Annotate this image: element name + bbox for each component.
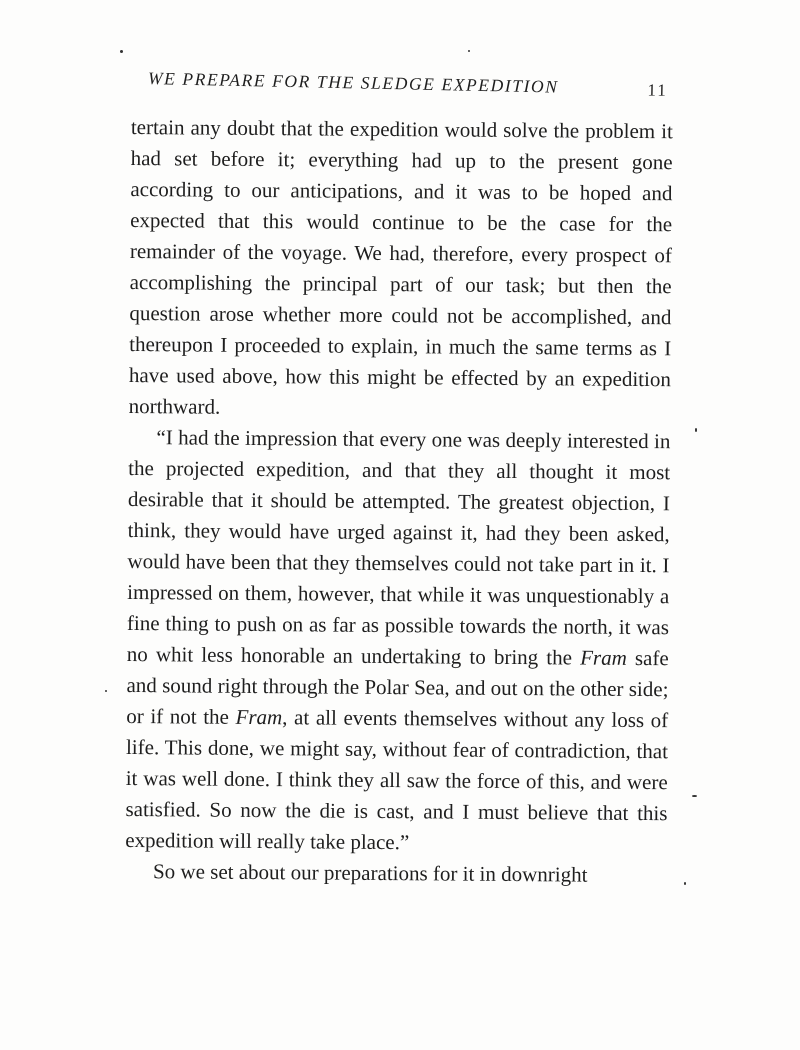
text-run: , at all events themselves without any loss of life. This done, we might say, without fear of contradiction, that it was well done. I think they all saw the force of this, and were satisfied. So now the die is cast, and I must believe that this expedition will really take place.”: [125, 705, 669, 855]
scan-speck: [120, 50, 123, 53]
text-run: “I had the impression that every one was deeply interested in the projected expedition, and that they all thought it most desirable that it should be attempted. The greatest objection, I think, they would have urged against it, had they been asked, would have been that they themselves could not take part in it. I impressed on them, however, that while it was unquestionably a fine thing to push on as far as possible towards the north, it was no whit less honorable an undertaking to bring the: [126, 425, 671, 670]
scan-speck: [105, 690, 107, 692]
text-run: So we set about our preparations for it in downright: [152, 859, 588, 887]
scan-speck: [695, 428, 697, 432]
scan-speck: [468, 50, 470, 52]
italic-text: Fram: [580, 645, 627, 670]
scan-speck: [692, 795, 697, 797]
paragraph: [125, 422, 670, 860]
italic-text: Fram: [235, 704, 283, 730]
scan-speck: [684, 882, 686, 885]
page-number: 11: [647, 80, 669, 100]
paragraph: [129, 112, 673, 426]
paragraph: [125, 856, 667, 891]
body-text: [125, 112, 673, 891]
running-head-title: WE PREPARE FOR THE SLEDGE EXPEDITION: [147, 68, 559, 97]
text-run: safe and sound right through the Polar Sea, and out on the other side; or if not the: [126, 645, 669, 729]
text-run: tertain any doubt that the expedition would solve the problem it had set before it; everything had up to the present gone according to our anticipations, and it was to be hoped and expected that this would continue to be the case for the remainder of the voyage. We had, therefore, every prospect of accomplishing the principal part of our task; but then the question arose whether more could not be accomplished, and thereupon I proceeded to explain, in much the same terms as I have used above, how this might be effected by an expedition northward.: [128, 114, 673, 419]
running-head: [148, 62, 669, 103]
